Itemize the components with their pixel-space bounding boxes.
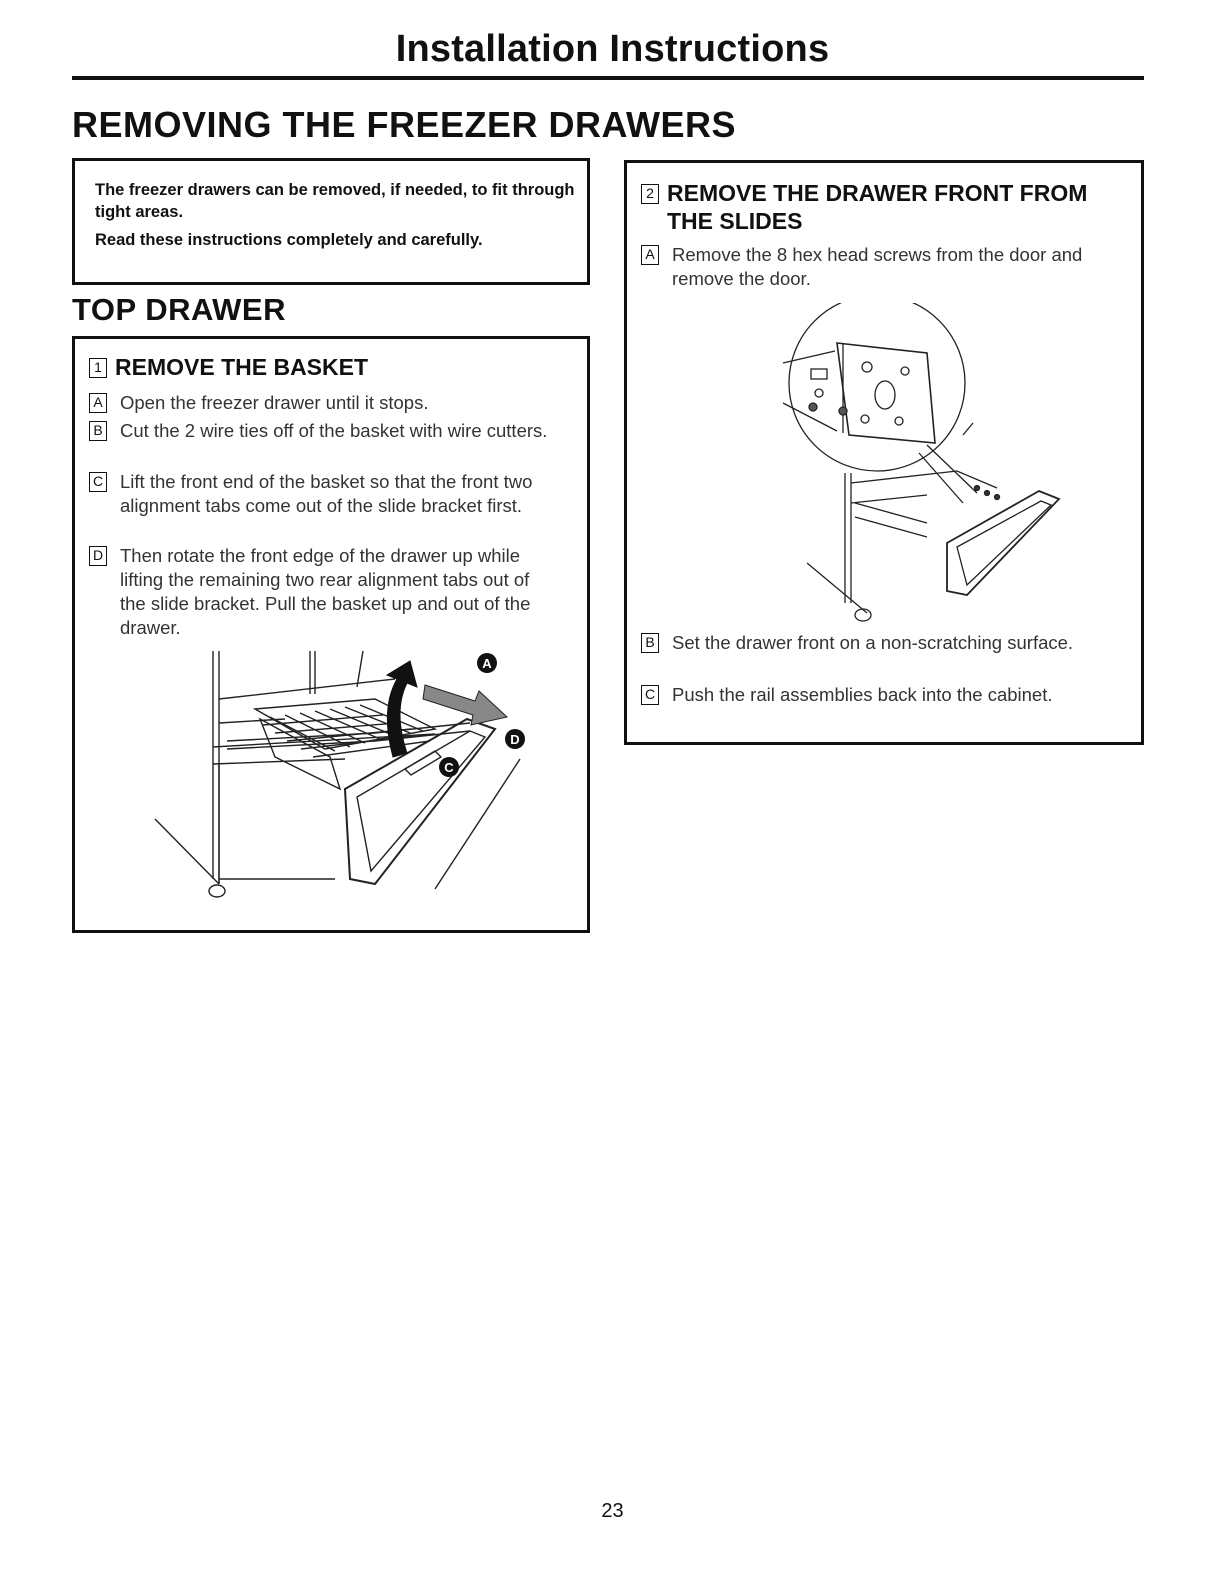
step-2-item-a [641, 243, 1111, 291]
callout-a-marker [477, 653, 497, 673]
step-2-box [624, 160, 1144, 745]
step-1-box [72, 336, 590, 933]
letter-badge: A [89, 393, 107, 413]
instruction-text: Set the drawer front on a non-scratching surface. [672, 632, 1074, 653]
instruction-text: Open the freezer drawer until it stops. [120, 392, 429, 413]
instruction-text: Remove the 8 hex head screws from the door and remove the door. [672, 244, 1083, 289]
intro-note-box [72, 158, 590, 285]
letter-badge: B [89, 421, 107, 441]
instruction-text: Push the rail assemblies back into the cabinet. [672, 684, 1053, 705]
step-1-item-a [89, 391, 559, 415]
step-1-item-c [89, 470, 559, 518]
step-2-title [667, 179, 1087, 235]
letter-badge: C [89, 472, 107, 492]
intro-note-line: The freezer drawers can be removed, if needed, to fit through tight areas. [95, 181, 575, 221]
callout-a-label: A [482, 656, 492, 671]
step-number-badge: 1 [89, 358, 107, 378]
step-2-item-c [641, 683, 1111, 707]
basket-removal-illustration [135, 639, 535, 909]
callout-c-marker [439, 757, 459, 777]
header-rule [72, 76, 1144, 80]
callout-d-marker [505, 729, 525, 749]
letter-badge: D [89, 546, 107, 566]
step-2-title-line: REMOVE THE DRAWER FRONT FROM [667, 180, 1088, 206]
instruction-text: Cut the 2 wire ties off of the basket with wire cutters. [120, 420, 548, 441]
door-removal-illustration [777, 303, 1077, 623]
letter-badge: B [641, 633, 659, 653]
step-2-title-line: THE SLIDES [667, 208, 803, 234]
page-header-title: Installation Instructions [395, 28, 830, 70]
letter-badge: C [641, 685, 659, 705]
step-2-heading [641, 179, 1087, 235]
section-title: REMOVING THE FREEZER DRAWERS [72, 104, 737, 145]
step-1-heading [89, 353, 368, 381]
step-2-item-b [641, 631, 1111, 655]
instruction-text: Then rotate the front edge of the drawer up while lifting the remaining two rear alignment tabs out of the slide bracket. Pull the basket up and out of the drawer. [120, 545, 531, 638]
intro-note-line: Read these instructions completely and carefully. [95, 231, 483, 249]
letter-badge: A [641, 245, 659, 265]
step-1-title: REMOVE THE BASKET [115, 354, 369, 380]
step-1-item-d [89, 544, 559, 640]
top-drawer-title: TOP DRAWER [72, 292, 286, 327]
callout-c-label: C [444, 760, 454, 775]
step-1-item-b [89, 419, 559, 443]
page-number: 23 [601, 1500, 624, 1522]
callout-d-label: D [510, 732, 520, 747]
step-number-badge: 2 [641, 184, 659, 204]
instruction-text: Lift the front end of the basket so that the front two alignment tabs come out of the slide bracket first. [120, 471, 533, 516]
